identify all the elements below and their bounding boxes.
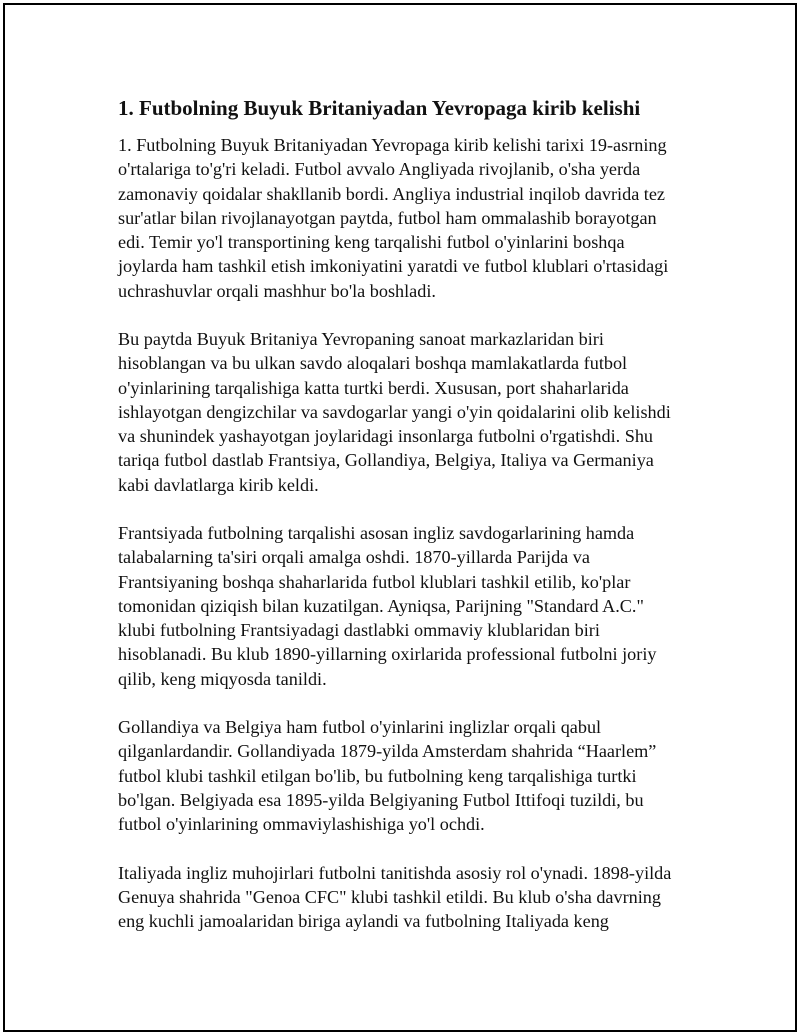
paragraph-5: Italiyada ingliz muhojirlari futbolni tanitishda asosiy rol o'ynadi. 1898-yilda Genuya shahrida "Genoa CFC" klubi tashkil etildi. Bu klub o'sha davrning eng kuchli jamoalaridan biriga aylandi va futbolning Italiyada keng — [118, 862, 672, 931]
paragraph-4: Gollandiya va Belgiya ham futbol o'yinlarini inglizlar orqali qabul qilganlardandir. Gollandiyada 1879-yilda Amsterdam shahrida “Haarlem” futbol klubi tashkil etilgan bo'lib, bu futbolning keng tarqalishiga turtki bo'lgan. Belgiyada esa 1895-yilda Belgiyaning Futbol Ittifoqi tuzildi, bu futbol o'yinlarining ommaviylashishiga yo'l ochdi. — [118, 717, 657, 834]
document-body — [118, 133, 718, 933]
document — [118, 95, 718, 958]
document-title: 1. Futbolning Buyuk Britaniyadan Yevropaga kirib kelishi — [118, 96, 641, 120]
paragraph-1: 1. Futbolning Buyuk Britaniyadan Yevropaga kirib kelishi tarixi 19-asrning o'rtalariga to'g'ri keladi. Futbol avvalo Angliyada rivojlanib, o'sha yerda zamonaviy qoidalar shakllanib bordi. Angliya industrial inqilob davrida tez sur'atlar bilan rivojlanayotgan paytda, futbol ham ommalashib borayotgan edi. Temir yo'l transportining keng tarqalishi futbol o'yinlarini boshqa joylarda ham tashkil etish imkoniyatini yaratdi ve futbol klublari o'rtasidagi uchrashuvlar orqali mashhur bo'la boshladi. — [118, 135, 669, 301]
paragraph-3: Frantsiyada futbolning tarqalishi asosan ingliz savdogarlarining hamda talabalarning ta'siri orqali amalga oshdi. 1870-yillarda Parijda va Frantsiyaning boshqa shaharlarida futbol klublari tashkil etilib, ko'plar tomonidan qiziqish bilan kuzatilgan. Ayniqsa, Parijning "Standard A.C." klubi futbolning Frantsiyadagi dastlabki ommaviy klublaridan biri hisoblanadi. Bu klub 1890-yillarning oxirlarida professional futbolni joriy qilib, keng miqyosda tanildi. — [118, 523, 657, 689]
paragraph-2: Bu paytda Buyuk Britaniya Yevropaning sanoat markazlaridan biri hisoblangan va bu ulkan savdo aloqalari boshqa mamlakatlarda futbol o'yinlarining tarqalishiga katta turtki berdi. Xususan, port shaharlarida ishlayotgan dengizchilar va savdogarlar yangi o'yin qoidalarini olib kelishdi va shunindek yashayotgan joylaridagi insonlarga futbolni o'rgatishdi. Shu tariqa futbol dastlab Frantsiya, Gollandiya, Belgiya, Italiya va Germaniya kabi davlatlarga kirib keldi. — [118, 329, 671, 495]
